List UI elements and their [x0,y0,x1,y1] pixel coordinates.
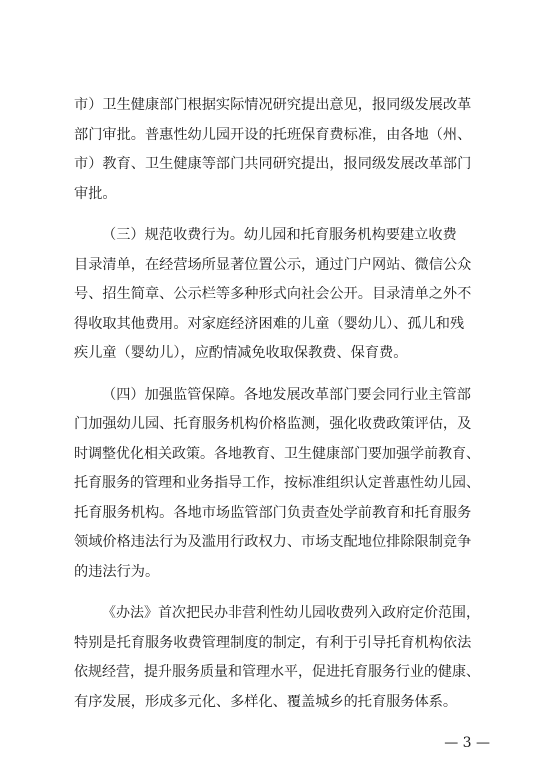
paragraph-2-line-4: 得收取其他费用。对家庭经济困难的儿童（婴幼儿）、孤儿和残 [74,316,465,332]
paragraph-3-line-2: 门加强幼儿园、托育服务机构价格监测，强化收费政策评估，及 [74,416,472,432]
paragraph-4-line-1: 《办法》首次把民办非营利性幼儿园收费列入政府定价范围， [102,605,480,621]
paragraph-4-line-2: 特别是托育服务收费管理制度的制定，有利于引导托育机构依法 [74,635,472,651]
paragraph-2-line-3: 号、招生简章、公示栏等多种形式向社会公开。目录清单之外不 [74,286,472,302]
paragraph-3-line-5: 托育服务机构。各地市场监管部门负责查处学前教育和托育服务 [74,505,472,521]
paragraph-3-line-6: 领域价格违法行为及滥用行政权力、市场支配地位排除限制竞争 [74,534,472,550]
paragraph-2-line-2: 目录清单，在经营场所显著位置公示，通过门户网站、微信公众 [74,257,472,273]
paragraph-4-line-4: 有序发展，形成多元化、多样化、覆盖城乡的托育服务体系。 [74,694,458,710]
paragraph-4-line-3: 依规经营，提升服务质量和管理水平，促进托育服务行业的健康、 [74,664,480,680]
paragraph-3-line-1: （四）加强监管保障。各地发展改革部门要会同行业主管部 [102,387,471,403]
paragraph-1-line-2: 部门审批。普惠性幼儿园开设的托班保育费标准，由各地（州、 [74,127,472,143]
paragraph-1-line-3: 市）教育、卫生健康等部门共同研究提出，报同级发展改革部门 [74,156,472,172]
paragraph-3-line-3: 时调整优化相关政策。各地教育、卫生健康部门要加强学前教育、 [74,446,480,462]
paragraph-3-line-4: 托育服务的管理和业务指导工作，按标准组织认定普惠性幼儿园、 [74,475,480,491]
paragraph-2-line-5: 疾儿童（婴幼儿），应酌情减免收取保教费、保育费。 [74,345,408,361]
page-number: — 3 — [444,735,490,751]
paragraph-3-line-7: 的违法行为。 [74,564,160,580]
paragraph-2-line-1: （三）规范收费行为。幼儿园和托育服务机构要建立收费 [102,227,457,243]
paragraph-1-line-1: 市）卫生健康部门根据实际情况研究提出意见，报同级发展改革 [74,97,472,113]
paragraph-1-line-4: 审批。 [74,186,117,202]
